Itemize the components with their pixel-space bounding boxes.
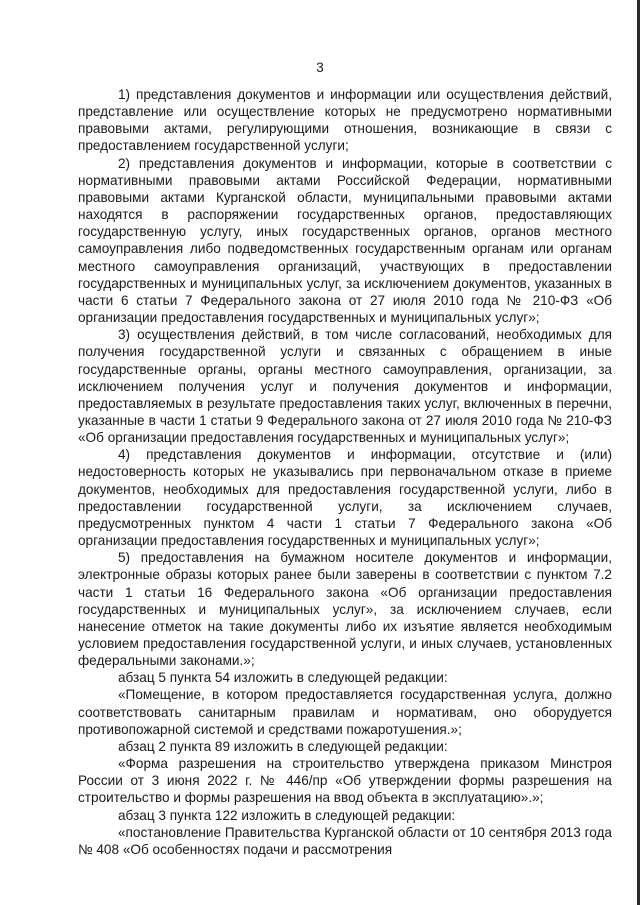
paragraph-item-2: 2) представления документов и информации, которые в соответствии с нормативными правовыми актами Российской Федерации, нормативными правовыми актами Курганской области, муниципальными правовыми актами находятся в распоряжении государственных органов, предоставляющих государственную услугу, иных государственных органов, органов местного самоуправления либо подведомственных государственным органам или органам местного самоуправления организаций, участвующих в предоставлении государственных и муниципальных услуг, за исключением документов, указанных в части 6 статьи 7 Федерального закона от 27 июля 2010 года № 210-ФЗ «Об организации предоставления государственных и муниципальных услуг»; [78,155,612,326]
paragraph-item-4: 4) представления документов и информации, отсутствие и (или) недостоверность которых не указывались при первоначальном отказе в приеме документов, необходимых для предоставления государственной услуги, либо в предоставлении государственной услуги, за исключением случаев, предусмотренных пунктом 4 части 1 статьи 7 Федерального закона «Об организации предоставления государственных и муниципальных услуг»; [78,447,612,549]
paragraph-item-1: 1) представления документов и информации или осуществления действий, представление или осуществление которых не предусмотрено нормативными правовыми актами, регулирующими отношения, возникающие в связи с предоставлением государственной услуги; [78,87,612,154]
amendment-text-para-89: «Форма разрешения на строительство утверждена приказом Минстроя России от 3 июня 2022 г. № 446/пр «Об утверждении формы разрешения на строительство и формы разрешения на ввод объекта в эксплуатацию».»; [78,756,612,806]
page-number: 3 [316,60,324,75]
amendment-text-para-54: «Помещение, в котором предоставляется государственная услуга, должно соответствовать санитарным правилам и нормативам, оно оборудуется противопожарной системой и средствами пожаротушения.»; [78,687,612,737]
amendment-text-para-122: «постановление Правительства Курганской области от 10 сентября 2013 года № 408 «Об особенностях подачи и рассмотрения [78,824,612,857]
document-body [78,86,612,858]
paragraph-item-3: 3) осуществления действий, в том числе согласований, необходимых для получения государственной услуги и связанных с обращением в иные государственные органы, органы местного самоуправления, организации, за исключением получения услуг и получения документов и информации, предоставляемых в результате предоставления таких услуг, включенных в перечни, указанные в части 1 статьи 9 Федерального закона от 27 июля 2010 года № 210-ФЗ «Об организации предоставления государственных и муниципальных услуг»; [78,327,612,446]
amendment-instruction-para-89: абзац 2 пункта 89 изложить в следующей редакции: [118,738,448,754]
amendment-instruction-para-54: абзац 5 пункта 54 изложить в следующей редакции: [118,670,448,686]
paragraph-item-5: 5) предоставления на бумажном носителе документов и информации, электронные образы которых ранее были заверены в соответствии с пунктом 7.2 части 1 статьи 16 Федерального закона «Об организации предоставления государственных и муниципальных услуг», за исключением случаев, если нанесение отметок на такие документы либо их изъятие является необходимым условием предоставления государственной услуги, и иных случаев, установленных федеральными законами.»; [78,550,612,669]
amendment-instruction-para-122: абзац 3 пункта 122 изложить в следующей редакции: [118,807,456,823]
